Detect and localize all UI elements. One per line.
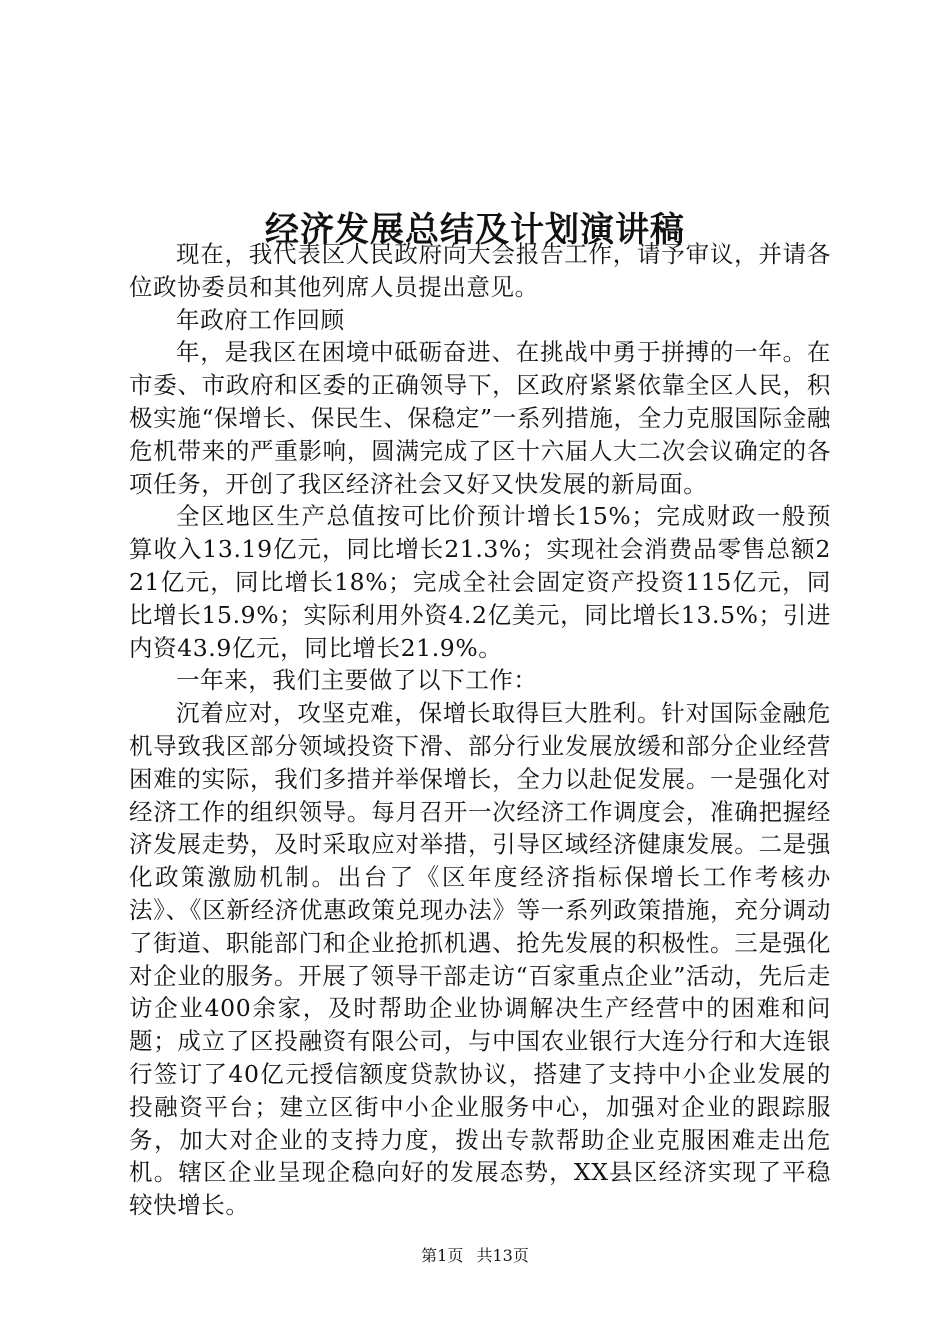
page-total: 共13页 bbox=[476, 1246, 529, 1265]
paragraph-growth-measures: 沉着应对，攻坚克难，保增长取得巨大胜利。针对国际金融危机导致我区部分领域投资下滑、部分行业发展放缓和部分企业经营困难的实际，我们多措并举保增长，全力以赴促发展。一是强化对经济工作的组织领导。每月召开一次经济工作调度会，准确把握经济发展走势，及时采取应对举措，引导区域经济健康发展。二是强化政策激励机制。出台了《区年度经济指标保增长工作考核办法》、《区新经济优惠政策兑现办法》等一系列政策措施，充分调动了街道、职能部门和企业抢抓机遇、抢先发展的积极性。三是强化对企业的服务。开展了领导干部走访“百家重点企业”活动，先后走访企业400余家，及时帮助企业协调解决生产经营中的困难和问题；成立了区投融资有限公司，与中国农业银行大连分行和大连银行签订了40亿元授信额度贷款协议，搭建了支持中小企业发展的投融资平台；建立区街中小企业服务中心，加强对企业的跟踪服务，加大对企业的支持力度，拨出专款帮助企业克服困难走出危机。辖区企业呈现企稳向好的发展态势，XX县区经济实现了平稳较快增长。 bbox=[129, 699, 831, 1220]
paragraph-year-summary: 年，是我区在困境中砥砺奋进、在挑战中勇于拼搏的一年。在市委、市政府和区委的正确领导下，区政府紧紧依靠全区人民，积极实施“保增长、保民生、保稳定”一系列措施，全力克服国际金融危机带来的严重影响，圆满完成了区十六届人大二次会议确定的各项任务，开创了我区经济社会又好又快发展的新局面。 bbox=[129, 338, 831, 498]
page-number: 第1页 bbox=[421, 1246, 464, 1265]
paragraph-intro: 现在，我代表区人民政府向大会报告工作，请予审议，并请各位政协委员和其他列席人员提出意见。 bbox=[129, 240, 831, 301]
section-heading-review: 年政府工作回顾 bbox=[176, 305, 345, 334]
paragraph-work-intro: 一年来，我们主要做了以下工作： bbox=[176, 666, 538, 695]
page-footer bbox=[0, 1244, 950, 1268]
paragraph-economic-indicators: 全区地区生产总值按可比价预计增长15%；完成财政一般预算收入13.19亿元，同比增长21.3%；实现社会消费品零售总额221亿元，同比增长18%；完成全社会固定资产投资115亿元，同比增长15.9%；实际利用外资4.2亿美元，同比增长13.5%；引进内资43.9亿元，同比增长21.9%。 bbox=[129, 502, 831, 662]
document-title: 经济发展总结及计划演讲稿 bbox=[265, 209, 685, 250]
document-body bbox=[129, 238, 831, 1222]
